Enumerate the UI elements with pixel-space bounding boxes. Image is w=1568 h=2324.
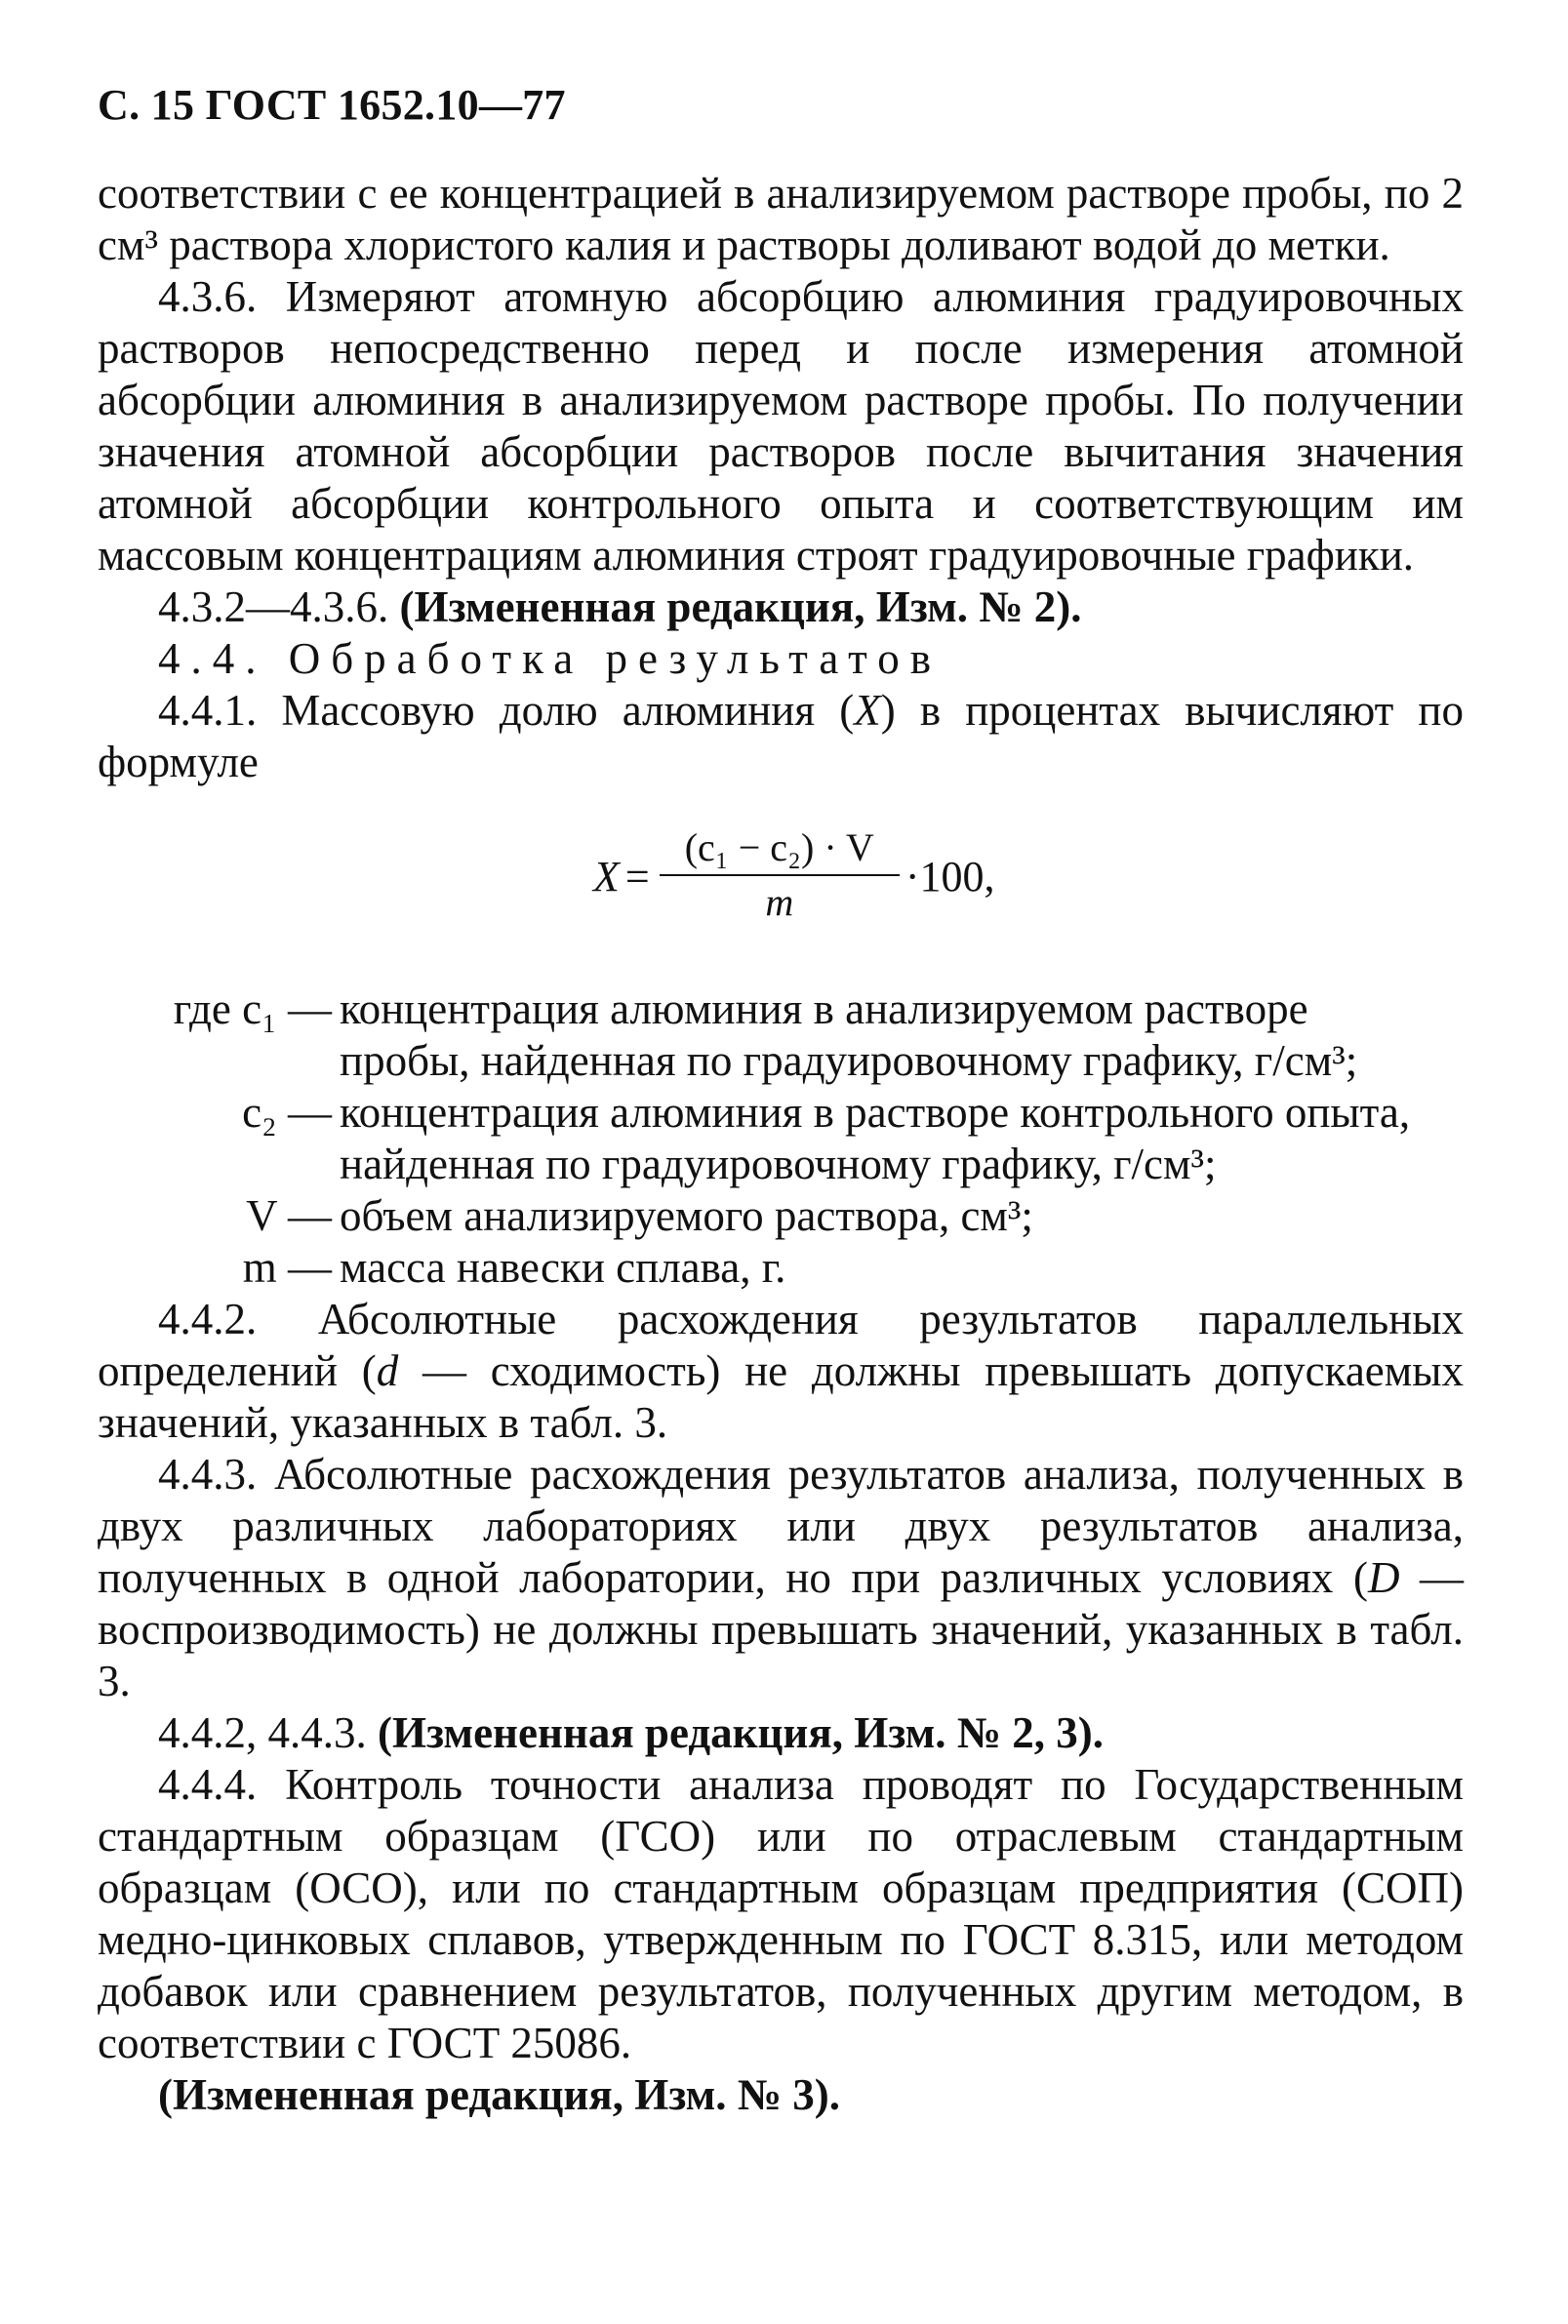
- formula-equals: =: [624, 852, 650, 901]
- formula-factor: ·100,: [905, 852, 995, 901]
- definition-text: пробы, найденная по градуировочному графику, г/см³;: [340, 1036, 1358, 1085]
- paragraph-amendment-2: [98, 1707, 1464, 1759]
- paragraph-4-4-3: 4.4.3. Абсолютные расхождения результатов анализа, полученных в двух различных лабораториях или двух результатов анализа, полученных в одной лаборатории, но при различных условиях (D — воспроизводимость) не должны превышать значений, указанных в табл. 3.: [98, 1450, 1464, 1705]
- amendment-clause-numbers: 4.4.2, 4.4.3.: [158, 1708, 367, 1757]
- paragraph-4-4-1: 4.4.1. Массовую долю алюминия (X) в процентах вычисляют по формуле: [98, 686, 1464, 786]
- variable-x: X: [854, 686, 881, 735]
- section-heading-processing: [98, 633, 1464, 685]
- definition-term: m —: [242, 1243, 332, 1292]
- paragraph-4-3-6: 4.3.6. Измеряют атомную абсорбцию алюминия градуировочных растворов непосредственно перед и после измерения атомной абсорбции алюминия в анализируемом растворе пробы. По получении значения атомной абсорбции растворов после вычитания значения атомной абсорбции контрольного опыта и соответствующим им массовым концентрациям алюминия строят градуировочные графики.: [98, 272, 1464, 580]
- definition-term: c₂ —: [242, 1088, 332, 1137]
- paragraph-4-4-2: 4.4.2. Абсолютные расхождения результатов параллельных определений (d — сходимость) не должны превышать допускаемых значений, указанных в табл. 3.: [98, 1295, 1464, 1447]
- definition-m: [98, 1242, 1464, 1294]
- variable-D: D: [1367, 1553, 1400, 1602]
- definition-text: масса навески сплава, г.: [340, 1243, 786, 1292]
- definition-c2: [98, 1087, 1464, 1190]
- amendment-note: (Измененная редакция, Изм. № 2, 3).: [378, 1708, 1105, 1757]
- definitions-list: [98, 983, 1464, 1294]
- definition-term: V —: [246, 1191, 332, 1240]
- formula-fraction: [660, 823, 900, 929]
- page-header: С. 15 ГОСТ 1652.10—77: [98, 81, 566, 129]
- definition-c1: [98, 983, 1464, 1087]
- paragraph-amendment-3: [98, 2069, 1464, 2121]
- formula-lhs: X: [593, 852, 620, 901]
- amendment-clause-numbers: 4.3.2—4.3.6.: [158, 582, 389, 631]
- amendment-note: (Измененная редакция, Изм. № 2).: [399, 582, 1082, 631]
- definition-text: концентрация алюминия в анализируемом растворе: [340, 984, 1308, 1033]
- definition-text: найденная по градуировочному графику, г/см³;: [340, 1140, 1217, 1188]
- formula-block: [98, 788, 1464, 983]
- definition-term: где c₁ —: [173, 984, 332, 1033]
- paragraph-amendment-1: [98, 581, 1464, 633]
- paragraph-continuation: соответствии с ее концентрацией в анализируемом растворе пробы, по 2 см³ раствора хлористого калия и растворы доливают водой до метки.: [98, 169, 1464, 269]
- amendment-note: (Измененная редакция, Изм. № 3).: [158, 2070, 841, 2119]
- formula-numerator: (c₁ − c₂) · V: [684, 825, 874, 869]
- definition-text: объем анализируемого раствора, см³;: [340, 1191, 1033, 1240]
- formula-denominator: m: [765, 880, 794, 924]
- paragraph-4-4-4: 4.4.4. Контроль точности анализа проводят по Государственным стандартным образцам (ГСО) или по отраслевым стандартным образцам (ОСО), или по стандартным образцам предприятия (СОП) медно-цинковых сплавов, утвержденным по ГОСТ 8.315, или методом добавок или сравнением результатов, полученных другим методом, в соответствии с ГОСТ 25086.: [98, 1760, 1464, 2067]
- variable-d: d: [376, 1346, 399, 1395]
- definition-v: [98, 1190, 1464, 1242]
- formula: [593, 823, 994, 929]
- document-page: [98, 76, 1464, 2121]
- definition-text: концентрация алюминия в растворе контрольного опыта,: [340, 1088, 1411, 1137]
- section-heading-text: 4.4. Обработка результатов: [158, 634, 942, 683]
